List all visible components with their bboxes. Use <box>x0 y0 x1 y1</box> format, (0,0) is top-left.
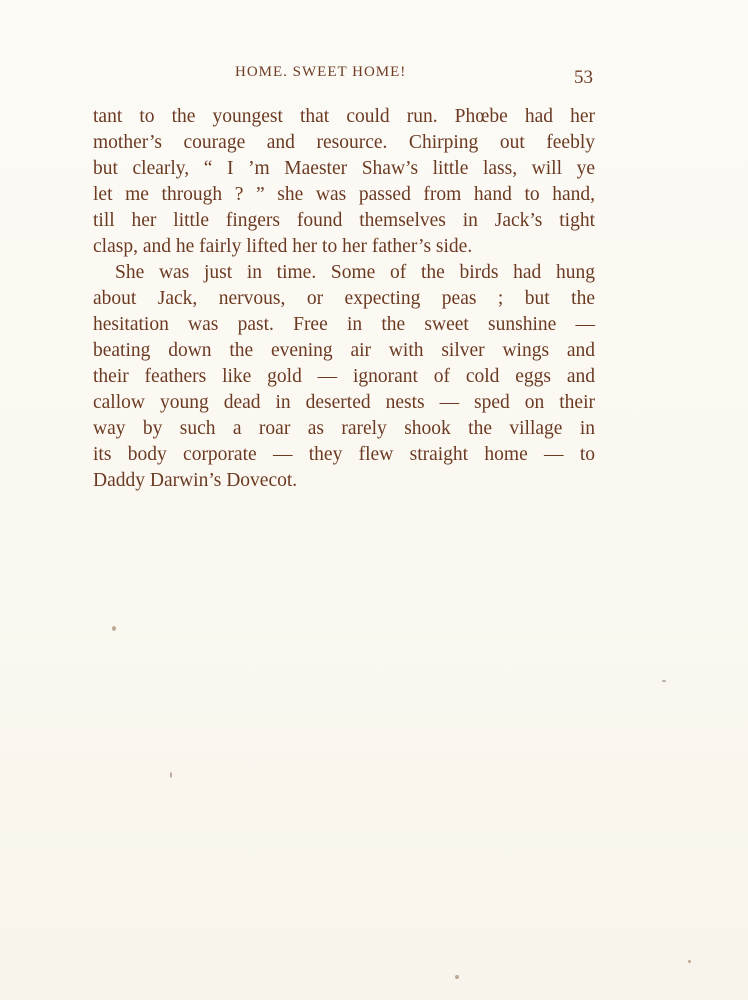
text-line: clasp, and he fairly lifted her to her father’s side. <box>93 236 473 257</box>
text-line: Daddy Darwin’s Dovecot. <box>93 470 298 491</box>
text-line: let me through ? ” she was passed from hand to hand, <box>93 184 595 205</box>
text-line: their feathers like gold — ignorant of cold eggs and <box>93 366 595 387</box>
running-title: HOME. SWEET HOME! <box>235 64 407 80</box>
text-line: but clearly, “ I ’m Maester Shaw’s little lass, will ye <box>93 158 595 179</box>
text-line: callow young dead in deserted nests — sped on their <box>93 392 595 413</box>
text-line: She was just in time. Some of the birds had hung <box>115 262 595 283</box>
body-text <box>93 104 595 494</box>
text-line: till her little fingers found themselves in Jack’s tight <box>93 210 595 231</box>
text-line: mother’s courage and resource. Chirping out feebly <box>93 132 595 153</box>
paper-speck <box>688 960 691 963</box>
paper-speck <box>455 975 459 979</box>
text-line: tant to the youngest that could run. Phœbe had her <box>93 106 595 127</box>
paper-speck <box>112 626 116 631</box>
paper-speck <box>170 772 172 778</box>
text-line: way by such a roar as rarely shook the village in <box>93 418 595 439</box>
text-line: about Jack, nervous, or expecting peas ; but the <box>93 288 595 309</box>
text-line: its body corporate — they flew straight home — to <box>93 444 595 465</box>
running-head <box>0 64 748 88</box>
page-number: 53 <box>574 67 593 88</box>
text-line: hesitation was past. Free in the sweet sunshine — <box>93 314 595 335</box>
text-line: beating down the evening air with silver wings and <box>93 340 595 361</box>
paper-speck <box>662 680 666 682</box>
